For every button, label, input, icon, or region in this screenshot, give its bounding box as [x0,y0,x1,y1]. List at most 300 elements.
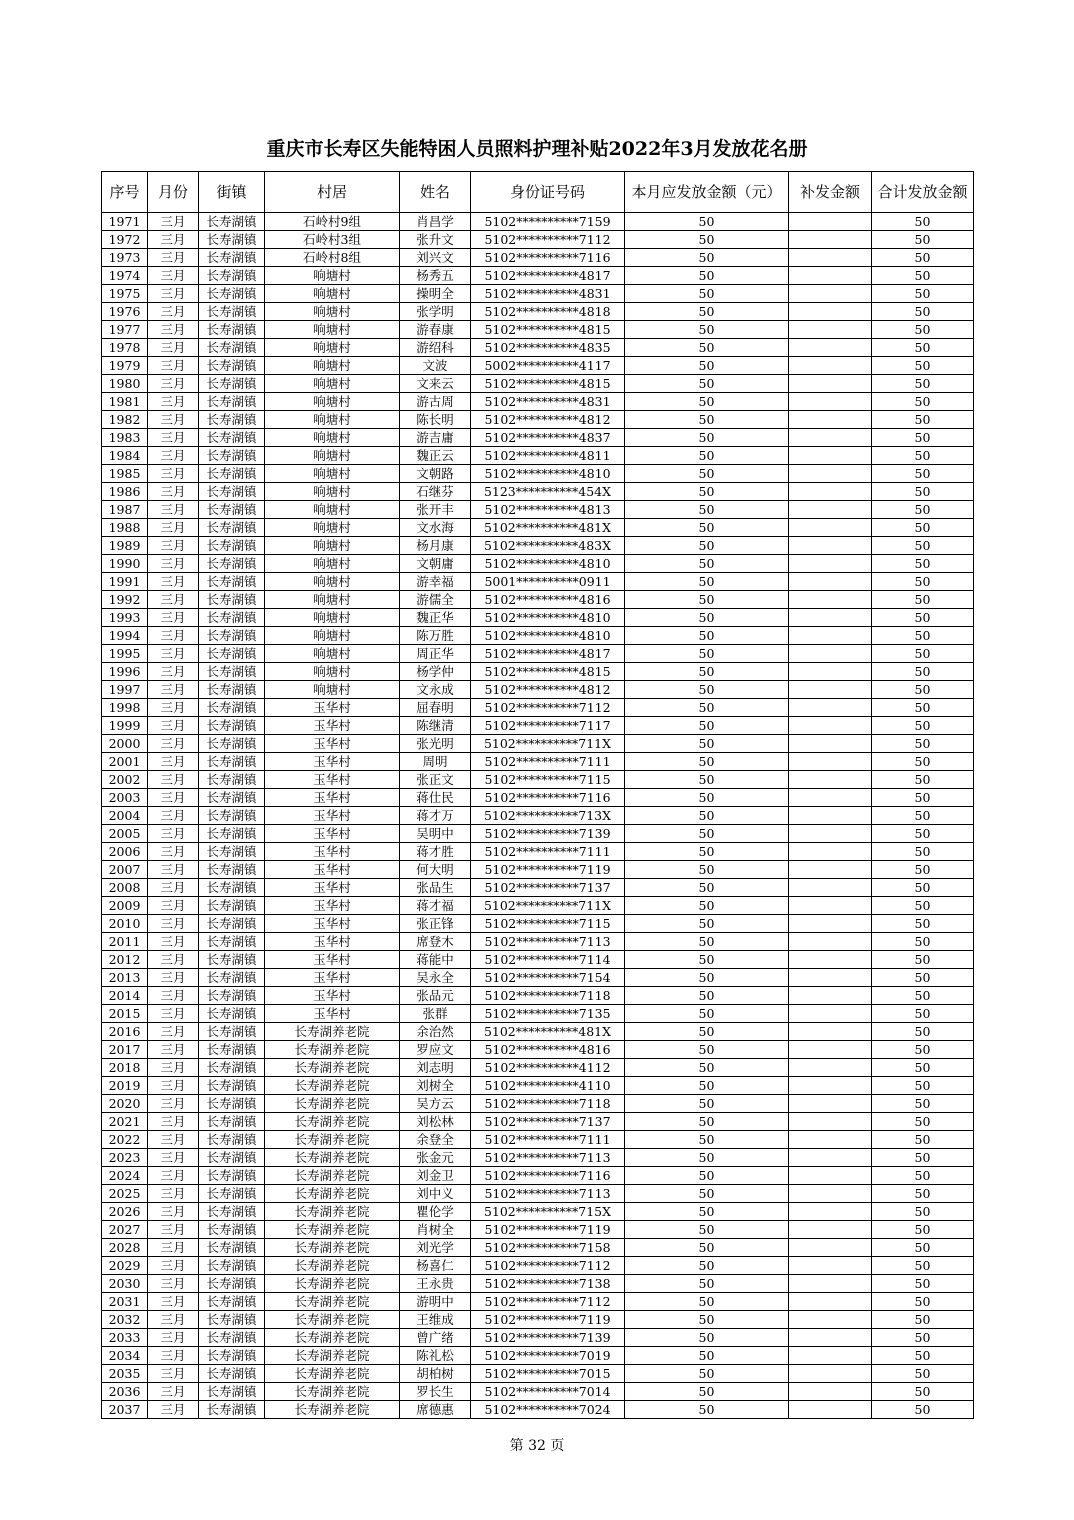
back-pay-cell [789,645,872,663]
monthly-amount-cell: 50 [625,807,789,825]
town-cell: 长寿湖镇 [199,987,265,1005]
village-cell: 响塘村 [265,285,400,303]
back-pay-cell [789,1005,872,1023]
monthly-amount-cell: 50 [625,879,789,897]
back-pay-cell [789,1095,872,1113]
total-amount-cell: 50 [872,1293,974,1311]
id-number-cell: 5102**********7159 [471,213,625,231]
table-row [102,1383,974,1401]
month-cell: 三月 [148,537,199,555]
monthly-amount-cell: 50 [625,267,789,285]
town-cell: 长寿湖镇 [199,267,265,285]
back-pay-cell [789,1185,872,1203]
id-number-cell: 5102**********711X [471,897,625,915]
name-cell: 刘兴文 [400,249,471,267]
month-cell: 三月 [148,933,199,951]
town-cell: 长寿湖镇 [199,663,265,681]
town-cell: 长寿湖镇 [199,375,265,393]
name-cell: 杨学仲 [400,663,471,681]
serial-cell: 2036 [102,1383,148,1401]
total-amount-cell: 50 [872,879,974,897]
table-row [102,627,974,645]
back-pay-cell [789,915,872,933]
town-cell: 长寿湖镇 [199,573,265,591]
header-serial: 序号 [102,172,148,213]
id-number-cell: 5102**********4815 [471,321,625,339]
name-cell: 周明 [400,753,471,771]
name-cell: 游儒全 [400,591,471,609]
table-row [102,555,974,573]
monthly-amount-cell: 50 [625,1005,789,1023]
table-row [102,321,974,339]
header-back-pay: 补发金额 [789,172,872,213]
name-cell: 罗应文 [400,1041,471,1059]
village-cell: 响塘村 [265,321,400,339]
town-cell: 长寿湖镇 [199,897,265,915]
id-number-cell: 5102**********7119 [471,1311,625,1329]
back-pay-cell [789,1077,872,1095]
monthly-amount-cell: 50 [625,519,789,537]
back-pay-cell [789,1329,872,1347]
village-cell: 玉华村 [265,807,400,825]
town-cell: 长寿湖镇 [199,969,265,987]
id-number-cell: 5102**********7117 [471,717,625,735]
id-number-cell: 5102**********4816 [471,1041,625,1059]
town-cell: 长寿湖镇 [199,1059,265,1077]
table-row [102,231,974,249]
village-cell: 长寿湖养老院 [265,1095,400,1113]
serial-cell: 2008 [102,879,148,897]
month-cell: 三月 [148,357,199,375]
id-number-cell: 5102**********7112 [471,1257,625,1275]
back-pay-cell [789,987,872,1005]
total-amount-cell: 50 [872,537,974,555]
back-pay-cell [789,933,872,951]
back-pay-cell [789,771,872,789]
town-cell: 长寿湖镇 [199,861,265,879]
table-row [102,213,974,231]
total-amount-cell: 50 [872,987,974,1005]
village-cell: 响塘村 [265,573,400,591]
name-cell: 杨月康 [400,537,471,555]
id-number-cell: 5102**********7112 [471,1293,625,1311]
id-number-cell: 5102**********7139 [471,1329,625,1347]
id-number-cell: 5102**********7116 [471,249,625,267]
serial-cell: 1995 [102,645,148,663]
id-number-cell: 5102**********7019 [471,1347,625,1365]
month-cell: 三月 [148,1257,199,1275]
monthly-amount-cell: 50 [625,897,789,915]
roster-table [101,171,974,1419]
id-number-cell: 5123**********454X [471,483,625,501]
serial-cell: 2027 [102,1221,148,1239]
total-amount-cell: 50 [872,465,974,483]
monthly-amount-cell: 50 [625,411,789,429]
name-cell: 文水海 [400,519,471,537]
monthly-amount-cell: 50 [625,447,789,465]
id-number-cell: 5102**********4837 [471,429,625,447]
monthly-amount-cell: 50 [625,555,789,573]
total-amount-cell: 50 [872,717,974,735]
name-cell: 刘树全 [400,1077,471,1095]
total-amount-cell: 50 [872,1023,974,1041]
name-cell: 文波 [400,357,471,375]
serial-cell: 1998 [102,699,148,717]
month-cell: 三月 [148,825,199,843]
monthly-amount-cell: 50 [625,1203,789,1221]
id-number-cell: 5102**********7154 [471,969,625,987]
back-pay-cell [789,843,872,861]
total-amount-cell: 50 [872,231,974,249]
total-amount-cell: 50 [872,1167,974,1185]
serial-cell: 2019 [102,1077,148,1095]
name-cell: 屈春明 [400,699,471,717]
name-cell: 张群 [400,1005,471,1023]
total-amount-cell: 50 [872,627,974,645]
name-cell: 席登木 [400,933,471,951]
total-amount-cell: 50 [872,1095,974,1113]
name-cell: 文朝路 [400,465,471,483]
serial-cell: 1991 [102,573,148,591]
name-cell: 刘中义 [400,1185,471,1203]
name-cell: 游绍科 [400,339,471,357]
serial-cell: 2007 [102,861,148,879]
table-row [102,267,974,285]
name-cell: 何大明 [400,861,471,879]
serial-cell: 2029 [102,1257,148,1275]
monthly-amount-cell: 50 [625,339,789,357]
month-cell: 三月 [148,699,199,717]
serial-cell: 2003 [102,789,148,807]
total-amount-cell: 50 [872,1203,974,1221]
table-row [102,933,974,951]
month-cell: 三月 [148,339,199,357]
name-cell: 席德惠 [400,1401,471,1419]
back-pay-cell [789,285,872,303]
town-cell: 长寿湖镇 [199,789,265,807]
month-cell: 三月 [148,1239,199,1257]
table-row [102,897,974,915]
back-pay-cell [789,267,872,285]
monthly-amount-cell: 50 [625,213,789,231]
id-number-cell: 5102**********7113 [471,933,625,951]
total-amount-cell: 50 [872,681,974,699]
id-number-cell: 5102**********7158 [471,1239,625,1257]
total-amount-cell: 50 [872,339,974,357]
village-cell: 响塘村 [265,429,400,447]
back-pay-cell [789,231,872,249]
total-amount-cell: 50 [872,1401,974,1419]
monthly-amount-cell: 50 [625,1023,789,1041]
table-row [102,1023,974,1041]
table-row [102,447,974,465]
back-pay-cell [789,861,872,879]
table-row [102,1131,974,1149]
name-cell: 张开丰 [400,501,471,519]
id-number-cell: 5102**********715X [471,1203,625,1221]
town-cell: 长寿湖镇 [199,735,265,753]
monthly-amount-cell: 50 [625,1185,789,1203]
town-cell: 长寿湖镇 [199,843,265,861]
table-row [102,357,974,375]
name-cell: 杨秀五 [400,267,471,285]
name-cell: 罗长生 [400,1383,471,1401]
name-cell: 游古周 [400,393,471,411]
month-cell: 三月 [148,231,199,249]
back-pay-cell [789,1167,872,1185]
table-row [102,249,974,267]
back-pay-cell [789,1383,872,1401]
monthly-amount-cell: 50 [625,501,789,519]
town-cell: 长寿湖镇 [199,1041,265,1059]
id-number-cell: 5102**********7111 [471,1131,625,1149]
village-cell: 长寿湖养老院 [265,1113,400,1131]
month-cell: 三月 [148,969,199,987]
table-row [102,537,974,555]
monthly-amount-cell: 50 [625,321,789,339]
serial-cell: 2010 [102,915,148,933]
total-amount-cell: 50 [872,591,974,609]
table-row [102,1167,974,1185]
town-cell: 长寿湖镇 [199,951,265,969]
total-amount-cell: 50 [872,375,974,393]
name-cell: 瞿伦学 [400,1203,471,1221]
table-row [102,1005,974,1023]
name-cell: 张学明 [400,303,471,321]
table-row [102,429,974,447]
name-cell: 周正华 [400,645,471,663]
back-pay-cell [789,1293,872,1311]
month-cell: 三月 [148,1383,199,1401]
table-row [102,483,974,501]
month-cell: 三月 [148,1077,199,1095]
monthly-amount-cell: 50 [625,591,789,609]
back-pay-cell [789,411,872,429]
id-number-cell: 5102**********7119 [471,1221,625,1239]
town-cell: 长寿湖镇 [199,609,265,627]
total-amount-cell: 50 [872,303,974,321]
header-row [102,172,974,213]
village-cell: 玉华村 [265,969,400,987]
village-cell: 长寿湖养老院 [265,1149,400,1167]
monthly-amount-cell: 50 [625,393,789,411]
table-row [102,1365,974,1383]
total-amount-cell: 50 [872,771,974,789]
total-amount-cell: 50 [872,1257,974,1275]
month-cell: 三月 [148,573,199,591]
month-cell: 三月 [148,1347,199,1365]
name-cell: 肖昌学 [400,213,471,231]
id-number-cell: 5102**********483X [471,537,625,555]
id-number-cell: 5102**********7112 [471,699,625,717]
table-row [102,843,974,861]
total-amount-cell: 50 [872,213,974,231]
total-amount-cell: 50 [872,861,974,879]
id-number-cell: 5102**********4810 [471,555,625,573]
month-cell: 三月 [148,1401,199,1419]
id-number-cell: 5102**********7113 [471,1185,625,1203]
town-cell: 长寿湖镇 [199,825,265,843]
month-cell: 三月 [148,951,199,969]
back-pay-cell [789,699,872,717]
back-pay-cell [789,1149,872,1167]
town-cell: 长寿湖镇 [199,1203,265,1221]
id-number-cell: 5102**********7116 [471,789,625,807]
id-number-cell: 5102**********4811 [471,447,625,465]
back-pay-cell [789,717,872,735]
village-cell: 玉华村 [265,699,400,717]
name-cell: 张正文 [400,771,471,789]
name-cell: 张品生 [400,879,471,897]
back-pay-cell [789,789,872,807]
id-number-cell: 5102**********7015 [471,1365,625,1383]
monthly-amount-cell: 50 [625,483,789,501]
name-cell: 石继芬 [400,483,471,501]
monthly-amount-cell: 50 [625,717,789,735]
village-cell: 长寿湖养老院 [265,1023,400,1041]
table-row [102,861,974,879]
month-cell: 三月 [148,1275,199,1293]
village-cell: 长寿湖养老院 [265,1383,400,1401]
back-pay-cell [789,1041,872,1059]
month-cell: 三月 [148,915,199,933]
town-cell: 长寿湖镇 [199,1293,265,1311]
table-row [102,303,974,321]
id-number-cell: 5102**********4812 [471,411,625,429]
monthly-amount-cell: 50 [625,843,789,861]
monthly-amount-cell: 50 [625,663,789,681]
serial-cell: 1976 [102,303,148,321]
village-cell: 响塘村 [265,447,400,465]
village-cell: 长寿湖养老院 [265,1131,400,1149]
name-cell: 陈万胜 [400,627,471,645]
town-cell: 长寿湖镇 [199,285,265,303]
back-pay-cell [789,609,872,627]
village-cell: 长寿湖养老院 [265,1275,400,1293]
id-number-cell: 5102**********4813 [471,501,625,519]
serial-cell: 2033 [102,1329,148,1347]
village-cell: 响塘村 [265,555,400,573]
table-row [102,1329,974,1347]
serial-cell: 2023 [102,1149,148,1167]
total-amount-cell: 50 [872,447,974,465]
village-cell: 响塘村 [265,519,400,537]
serial-cell: 2016 [102,1023,148,1041]
town-cell: 长寿湖镇 [199,1149,265,1167]
village-cell: 玉华村 [265,915,400,933]
monthly-amount-cell: 50 [625,645,789,663]
month-cell: 三月 [148,1311,199,1329]
name-cell: 游幸福 [400,573,471,591]
name-cell: 游吉庸 [400,429,471,447]
monthly-amount-cell: 50 [625,915,789,933]
back-pay-cell [789,393,872,411]
id-number-cell: 5102**********7116 [471,1167,625,1185]
town-cell: 长寿湖镇 [199,339,265,357]
serial-cell: 1975 [102,285,148,303]
total-amount-cell: 50 [872,735,974,753]
town-cell: 长寿湖镇 [199,591,265,609]
id-number-cell: 5102**********4112 [471,1059,625,1077]
name-cell: 张品元 [400,987,471,1005]
name-cell: 王永贵 [400,1275,471,1293]
table-row [102,789,974,807]
village-cell: 玉华村 [265,789,400,807]
monthly-amount-cell: 50 [625,1383,789,1401]
village-cell: 长寿湖养老院 [265,1077,400,1095]
serial-cell: 2000 [102,735,148,753]
id-number-cell: 5102**********4816 [471,591,625,609]
village-cell: 玉华村 [265,861,400,879]
table-row [102,1257,974,1275]
town-cell: 长寿湖镇 [199,1185,265,1203]
village-cell: 响塘村 [265,483,400,501]
id-number-cell: 5102**********7118 [471,987,625,1005]
monthly-amount-cell: 50 [625,789,789,807]
total-amount-cell: 50 [872,1365,974,1383]
back-pay-cell [789,447,872,465]
serial-cell: 2009 [102,897,148,915]
town-cell: 长寿湖镇 [199,915,265,933]
town-cell: 长寿湖镇 [199,753,265,771]
name-cell: 肖树全 [400,1221,471,1239]
monthly-amount-cell: 50 [625,303,789,321]
monthly-amount-cell: 50 [625,537,789,555]
monthly-amount-cell: 50 [625,969,789,987]
month-cell: 三月 [148,735,199,753]
total-amount-cell: 50 [872,789,974,807]
serial-cell: 1973 [102,249,148,267]
monthly-amount-cell: 50 [625,753,789,771]
id-number-cell: 5102**********4810 [471,627,625,645]
village-cell: 玉华村 [265,933,400,951]
table-row [102,663,974,681]
table-row [102,771,974,789]
month-cell: 三月 [148,1041,199,1059]
serial-cell: 2002 [102,771,148,789]
serial-cell: 1990 [102,555,148,573]
id-number-cell: 5102**********7137 [471,879,625,897]
month-cell: 三月 [148,807,199,825]
total-amount-cell: 50 [872,1383,974,1401]
village-cell: 玉华村 [265,879,400,897]
town-cell: 长寿湖镇 [199,1095,265,1113]
name-cell: 刘光学 [400,1239,471,1257]
name-cell: 刘志明 [400,1059,471,1077]
serial-cell: 1987 [102,501,148,519]
town-cell: 长寿湖镇 [199,717,265,735]
monthly-amount-cell: 50 [625,1257,789,1275]
total-amount-cell: 50 [872,249,974,267]
serial-cell: 2026 [102,1203,148,1221]
table-row [102,717,974,735]
id-number-cell: 5102**********4835 [471,339,625,357]
month-cell: 三月 [148,591,199,609]
serial-cell: 1980 [102,375,148,393]
back-pay-cell [789,249,872,267]
name-cell: 胡柏树 [400,1365,471,1383]
month-cell: 三月 [148,1365,199,1383]
table-row [102,879,974,897]
table-row [102,573,974,591]
serial-cell: 2022 [102,1131,148,1149]
id-number-cell: 5102**********7119 [471,861,625,879]
month-cell: 三月 [148,1113,199,1131]
monthly-amount-cell: 50 [625,825,789,843]
table-row [102,1347,974,1365]
monthly-amount-cell: 50 [625,1347,789,1365]
name-cell: 游明中 [400,1293,471,1311]
